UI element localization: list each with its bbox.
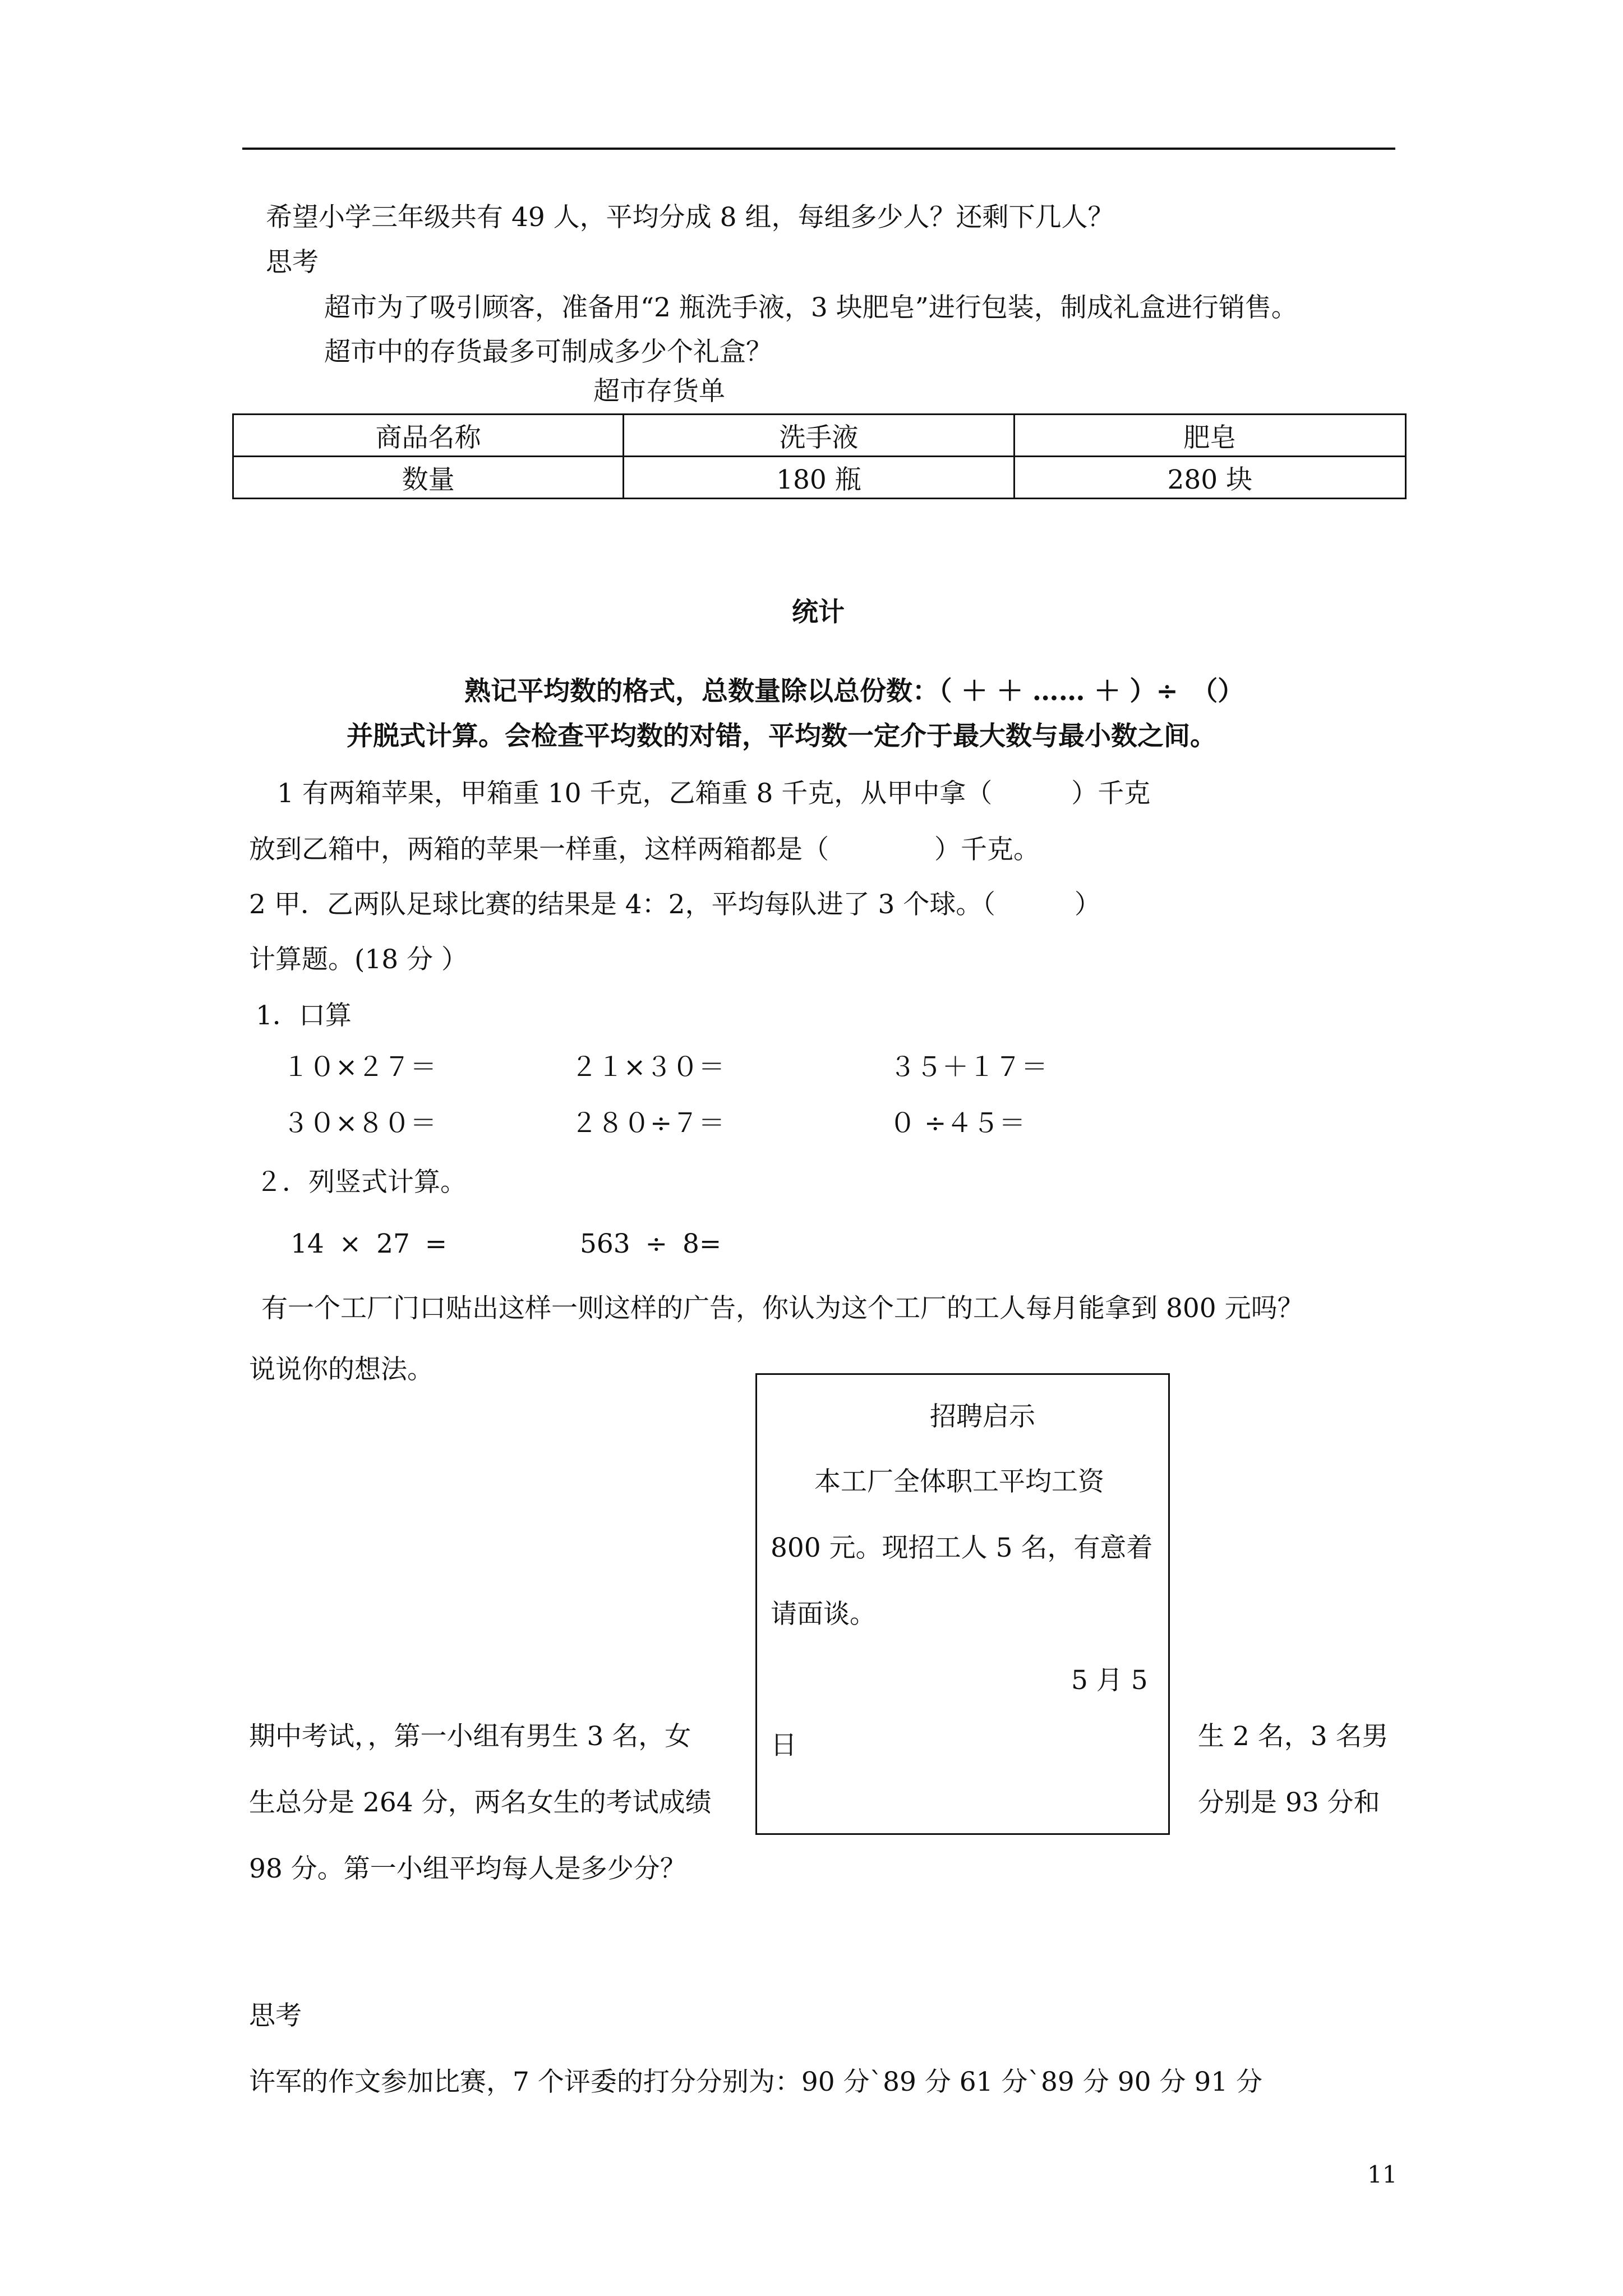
table-cell: 280 块 [1014,457,1405,499]
ad-line-3: 请面谈。 [771,1599,876,1630]
table-header-row [233,415,1406,457]
vertical-title: ２．列竖式计算。 [256,1167,467,1198]
table-cell: 数量 [233,457,624,499]
exam-line-2-left: 生总分是 264 分，两名女生的考试成绩 [249,1787,712,1818]
exam-line-2-right: 分别是 93 分和 [1198,1787,1380,1818]
oral-item: ２１×３０＝ [571,1052,725,1083]
ad-date-1: 5 月 5 [1071,1665,1148,1696]
ad-title: 招聘启示 [930,1401,1035,1432]
exam-line-3: 98 分。第一小组平均每人是多少分？ [249,1853,686,1884]
question-2: 2 甲．乙两队足球比赛的结果是 4：2，平均每队进了 3 个球。（ ） [249,889,1101,920]
think-label-2: 思考 [249,2000,302,2031]
oral-item: ２８０÷７＝ [571,1108,725,1139]
vertical-item: 14 × 27 = [291,1228,448,1259]
table-row [233,457,1406,499]
table-header-cell: 肥皂 [1014,415,1405,457]
note-line-2: 并脱式计算。会检查平均数的对错，平均数一定介于最大数与最小数之间。 [347,721,1216,752]
market-line-2: 超市中的存货最多可制成多少个礼盒？ [324,337,772,367]
factory-line-2: 说说你的想法。 [249,1354,434,1385]
ad-date-2: 日 [771,1730,797,1761]
table-header-cell: 商品名称 [233,415,624,457]
composition-problem: 许军的作文参加比赛，7 个评委的打分分别为：90 分`89 分 61 分`89 分 90 分 91 分 [249,2067,1263,2097]
table-cell: 180 瓶 [624,457,1014,499]
oral-item: ０ ÷４５＝ [889,1108,1026,1139]
exam-line-1-right: 生 2 名，3 名男 [1198,1721,1389,1752]
think-label: 思考 [266,247,319,278]
table-header-cell: 洗手液 [624,415,1014,457]
inventory-table [232,413,1407,499]
note-line-1: 熟记平均数的格式，总数量除以总份数：（ ＋ ＋ …… ＋ ）÷ （） [464,676,1244,707]
exam-line-1-left: 期中考试，，第一小组有男生 3 名，女 [249,1721,691,1752]
calc-title: 计算题。(18 分 ） [249,944,468,975]
market-line-1: 超市为了吸引顾客，准备用“2 瓶洗手液，3 块肥皂”进行包装，制成礼盒进行销售。 [324,292,1298,323]
vertical-item: 563 ÷ 8= [580,1228,722,1259]
factory-line-1: 有一个工厂门口贴出这样一则这样的广告，你认为这个工厂的工人每月能拿到 800 元吗？ [261,1293,1304,1324]
section-title: 统计 [792,597,845,628]
ad-line-1: 本工厂全体职工平均工资 [814,1466,1104,1497]
question-1-line-2: 放到乙箱中，两箱的苹果一样重，这样两箱都是（ ）千克。 [249,834,1040,865]
ad-line-2: 800 元。现招工人 5 名，有意着 [771,1533,1153,1563]
problem-students: 希望小学三年级共有 49 人，平均分成 8 组，每组多少人？还剩下几人？ [266,202,1114,233]
header-rule [242,148,1395,150]
inventory-title: 超市存货单 [593,376,725,407]
question-1-line-1: 1 有两箱苹果，甲箱重 10 千克，乙箱重 8 千克，从甲中拿（ ）千克 [277,778,1151,809]
oral-item: ３０×８０＝ [283,1108,437,1139]
oral-item: ３５＋１７＝ [889,1052,1048,1083]
page-number: 11 [1367,2161,1398,2188]
oral-title: 1．口算 [256,1000,352,1031]
oral-item: １０×２７＝ [283,1052,437,1083]
